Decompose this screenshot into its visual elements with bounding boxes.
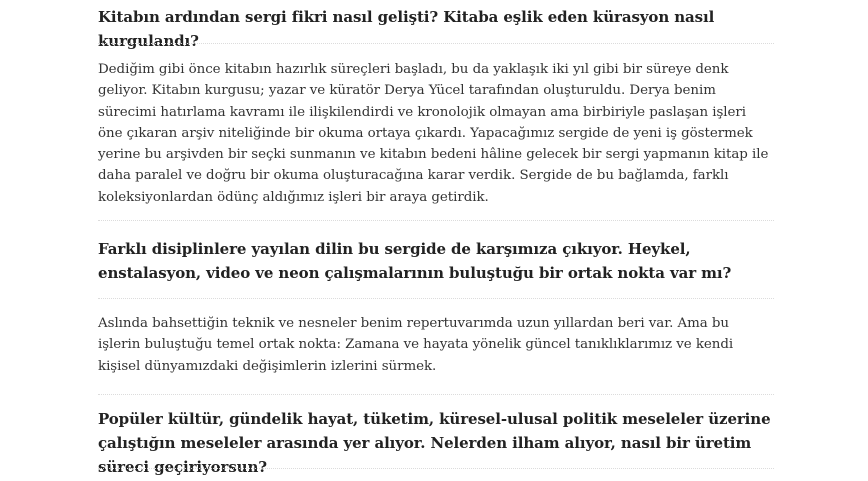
divider	[98, 394, 774, 395]
question-1: Kitabın ardından sergi fikri nasıl gelişti? Kitaba eşlik eden kürasyon nasıl kurgulandı?	[98, 8, 715, 50]
answer-1: Dediğim gibi önce kitabın hazırlık süreçleri başladı, bu da yaklaşık iki yıl gibi bir süreye denk geliyor. Kitabın kurgusu; yazar ve küratör Derya Yücel tarafından oluşturuldu. Derya benim sürecimi hatırlama kavramı ile ilişkilendirdi ve kronolojik olmayan ama birbiriyle paslaşan işleri öne çıkaran arşiv niteliğinde bir okuma ortaya çıkardı. Yapacağımız sergide de yeni iş göstermek yerine bu arşivden bir seçki sunmanın ve kitabın bedeni hâline gelecek bir sergi yapmanın kitap ile daha paralel ve doğru bir okuma oluşturacağına karar verdik. Sergide de bu bağlamda, farklı koleksiyonlardan ödünç aldığımız işleri bir araya getirdik.	[98, 62, 769, 205]
qa-item-2	[98, 237, 774, 285]
divider	[98, 220, 774, 221]
question-2: Farklı disiplinlere yayılan dilin bu sergide de karşımıza çıkıyor. Heykel, enstalasyon, video ve neon çalışmalarının buluştuğu bir ortak nokta var mı?	[98, 240, 732, 282]
qa-item-1	[98, 5, 774, 53]
answer-block-2	[98, 313, 774, 377]
question-3: Popüler kültür, gündelik hayat, tüketim, küresel-ulusal politik meseleler üzerine çalıştığın meseleler arasında yer alıyor. Nelerden ilham alıyor, nasıl bir üretim süreci geçiriyorsun?	[98, 410, 771, 476]
divider	[98, 468, 774, 469]
divider	[98, 298, 774, 299]
answer-block-1	[98, 59, 774, 208]
answer-2: Aslında bahsettiğin teknik ve nesneler benim repertuvarımda uzun yıllardan beri var. Ama bu işlerin buluştuğu temel ortak nokta: Zamana ve hayata yönelik güncel tanıklıklarımız ve kendi kişisel dünyamızdaki değişimlerin izlerini sürmek.	[98, 316, 734, 374]
divider	[98, 43, 774, 44]
